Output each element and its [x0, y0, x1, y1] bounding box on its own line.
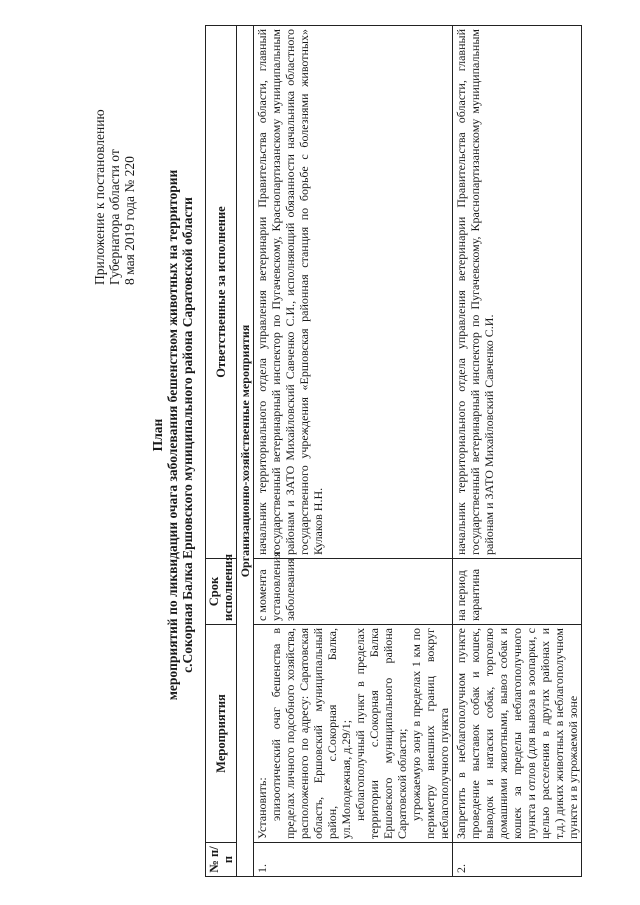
action-line: неблагополучный пункт в пределах территории с.Сокорная Балка Ершовского муниципального района Саратовской области;: [353, 628, 409, 839]
heading-line-3: с.Сокорная Балка Ершовского муниципального района Саратовской области: [180, 197, 195, 673]
section-row: [237, 26, 254, 877]
document-heading: [150, 85, 195, 785]
appendix-line-1: Приложение к постановлению: [92, 109, 107, 285]
header-action: Мероприятия: [206, 625, 237, 843]
table-row: [254, 26, 453, 877]
row-num: 1.: [254, 843, 453, 877]
heading-line-2: мероприятий по ликвидации очага заболевания бешенством животных на территории: [165, 169, 180, 701]
header-responsible: Ответственные за исполнение: [206, 26, 237, 559]
header-term: Срок исполнения: [206, 559, 237, 625]
action-line: угрожаемую зону в пределах 1 км по периметру внешних границ вокруг неблагополучного пункта: [409, 628, 451, 839]
row-term: с момента установления заболевания: [254, 559, 453, 625]
action-line: эпизоотический очаг бешенства в пределах личного подсобного хозяйства, расположенного по адресу: Саратовская область, Ершовский муниципальный район, с.Сокорная Балка, ул.Молодежная, д.29/1;: [269, 628, 353, 839]
row-action: [254, 625, 453, 843]
heading-title: План: [150, 418, 165, 452]
row-responsible: начальник территориального отдела управления ветеринарии Правительства области, главный государственный ветеринарный инспектор по Пугачевскому, Краснопартизанскому муниципальным районам и ЗАТО Михайловский Савченко С.И., исполняющий обязанности начальника областного государственного учреждения «Ершовская районная станция по борьбе с болезнями животных» Кулаков Н.Н.: [254, 26, 453, 559]
row-responsible: начальник территориального отдела управления ветеринарии Правительства области, главный государственный ветеринарный инспектор по Пугачевскому, Краснопартизанскому муниципальным районам и ЗАТО Михайловский Савченко С.И.: [453, 26, 582, 559]
appendix-note: [92, 25, 137, 285]
appendix-line-3: 8 мая 2019 года № 220: [122, 156, 137, 285]
row-action: Запретить в неблагополучном пункте проведение выставок собак и кошек, выводок и натаски собак, торговлю домашними животными, вывоз собак и кошек за пределы неблагополучного пункта и отлов (для вывоза в зоопарки, с целью расселения в других районах и т.д.) диких животных в неблагополучном пункте и в угрожаемой зоне: [453, 625, 582, 843]
table-row: [453, 26, 582, 877]
plan-table: [205, 25, 582, 877]
table-header-row: [206, 26, 237, 877]
section-title: Организационно-хозяйственные мероприятия: [237, 26, 254, 877]
row-term: на период карантина: [453, 559, 582, 625]
appendix-line-2: Губернатора области от: [107, 149, 122, 285]
action-line: Установить:: [255, 777, 269, 839]
header-num: № п/п: [206, 843, 237, 877]
row-num: 2.: [453, 843, 582, 877]
